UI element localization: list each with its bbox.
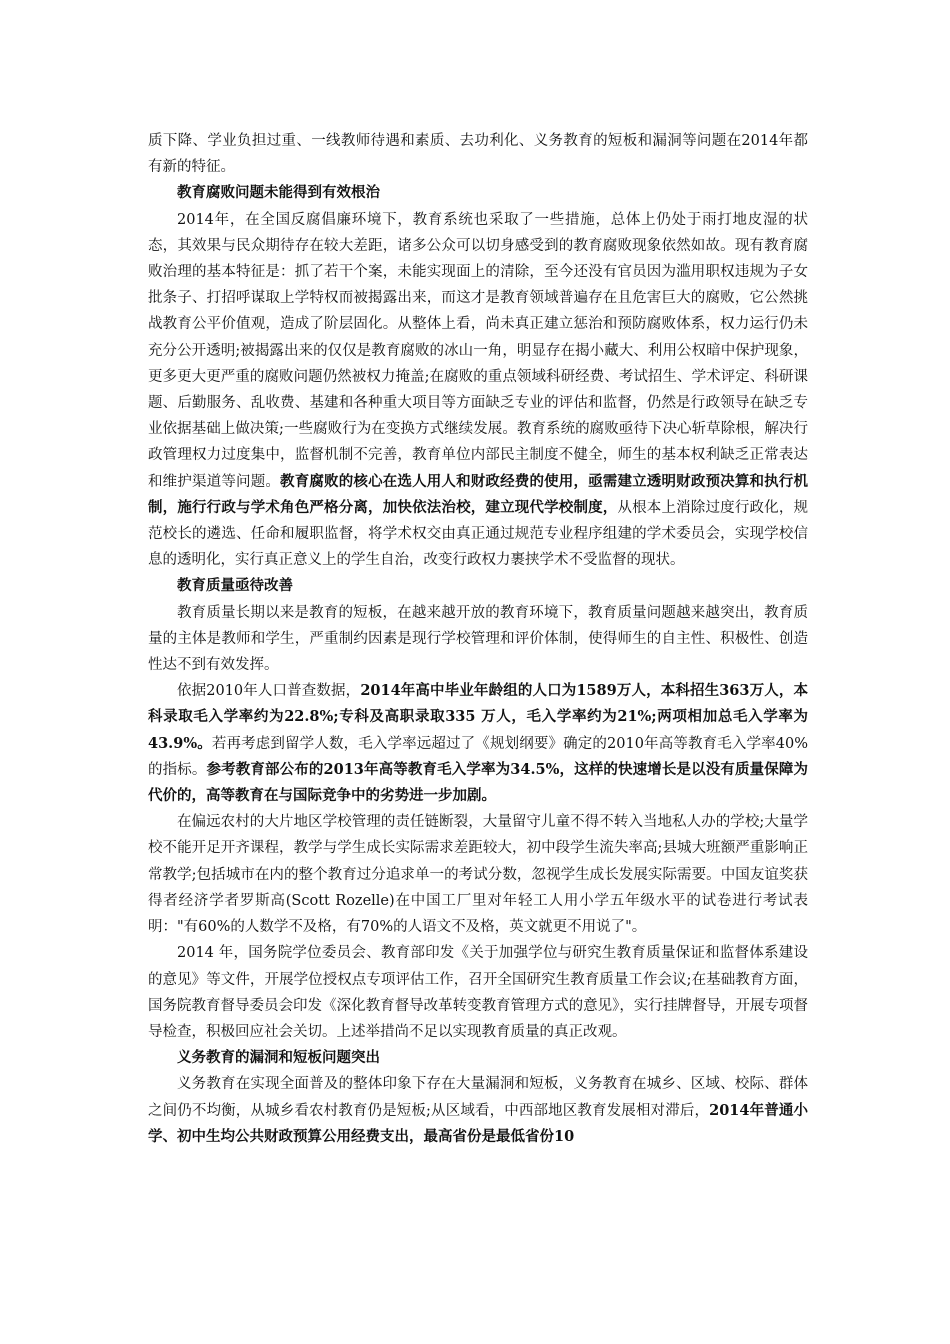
heading-text: 义务教育的漏洞和短板问题突出 — [177, 1049, 380, 1067]
paragraph-policy-2014 — [148, 940, 808, 1045]
text-segment: 2014 年，国务院学位委员会、教育部印发《关于加强学位与研究生教育质量保证和监督体系建设的意见》等文件，开展学位授权点专项评估工作，召开全国研究生教育质量工作会议;在基础教育方面，国务院教育督导委员会印发《深化教育督导改革转变教育管理方式的意见》，实行挂牌督导，开展专项督导检查，积极回应社会关切。上述举措尚不足以实现教育质量的真正改观。 — [148, 945, 808, 1040]
paragraph-compulsory-education — [148, 1071, 808, 1150]
bold-text-segment: 参考教育部公布的2013年高等教育毛入学率为34.5%，这样的快速增长是以没有质量保障为代价的，高等教育在与国际竞争中的劣势进一步加剧。 — [148, 760, 809, 805]
section-heading-quality — [148, 573, 808, 599]
paragraph-corruption — [148, 207, 808, 574]
heading-text: 教育质量亟待改善 — [177, 577, 293, 595]
section-heading-corruption — [148, 180, 808, 206]
text-segment: 2014年，在全国反腐倡廉环境下，教育系统也采取了一些措施，总体上仍处于雨打地皮湿的状态，其效果与民众期待存在较大差距，诸多公众可以切身感受到的教育腐败现象依然如故。现有教育腐败治理的基本特征是：抓了若干个案，未能实现面上的清除，至今还没有官员因为滥用职权违规为子女批条子、打招呼谋取上学特权而被揭露出来，而这才是教育领域普遍存在且危害巨大的腐败，它公然挑战教育公平价值观，造成了阶层固化。从整体上看，尚未真正建立惩治和预防腐败体系，权力运行仍未充分公开透明;被揭露出来的仅仅是教育腐败的冰山一角，明显存在揭小藏大、利用公权暗中保护现象，更多更大更严重的腐败问题仍然被权力掩盖;在腐败的重点领域科研经费、考试招生、学术评定、科研课题、后勤服务、乱收费、基建和各种重大项目等方面缺乏专业的评估和监督，仍然是行政领导在缺乏专业依据基础上做决策;一些腐败行为在变换方式继续发展。教育系统的腐败亟待下决心斩草除根，解决行政管理权力过度集中，监督机制不完善，教育单位内部民主制度不健全，师生的基本权利缺乏正常表达和维护渠道等问题。 — [148, 211, 808, 490]
paragraph-quality-intro — [148, 600, 808, 679]
bold-text-segment: 2014年普通小学、初中生均公共财政预算公用经费支出，最高省份是最低省份10 — [148, 1101, 809, 1145]
text-segment: 教育质量长期以来是教育的短板，在越来越开放的教育环境下，教育质量问题越来越突出，教育质量的主体是教师和学生，严重制约因素是现行学校管理和评价体制，使得师生的自主性、积极性、创造性达不到有效发挥。 — [148, 604, 808, 674]
paragraph-rural-schools — [148, 809, 808, 940]
bold-text-segment: 教育腐败的核心在选人用人和财政经费的使用，亟需建立透明财政预决算和执行机制，施行行政与学术角色严格分离，加快依法治校，建立现代学校制度， — [148, 472, 809, 516]
text-segment: 在偏远农村的大片地区学校管理的责任链断裂，大量留守儿童不得不转入当地私人办的学校;大量学校不能开足开齐课程，教学与学生成长实际需求差距较大，初中段学生流失率高;县城大班额严重影响正常教学;包括城市在内的整个教育过分追求单一的考试分数，忽视学生成长发展实际需要。中国友谊奖获得者经济学者罗斯高(Scott Rozelle)在中国工厂里对年轻工人用小学五年级水平的试卷进行考试表明："有60%的人数学不及格，有70%的人语文不及格，英文就更不用说了"。 — [148, 814, 808, 936]
text-segment: 若再考虑到留学人数，毛入学率远超过了《规划纲要》确定的2010年高等教育毛入学率40% 的指标。 — [148, 735, 808, 778]
text-segment: 从根本上消除过度行政化，规范校长的遴选、任命和履职监督，将学术权交由真正通过规范专业程序组建的学术委员会，实现学校信息的透明化，实行真正意义上的学生自治，改变行政权力裹挟学术不受监督的现状。 — [148, 499, 808, 569]
text-segment: 依据2010年人口普查数据， — [177, 683, 361, 700]
text-segment: 质下降、学业负担过重、一线教师待遇和素质、去功利化、义务教育的短板和漏洞等问题在2014年都有新的特征。 — [148, 133, 808, 176]
text-segment: 义务教育在实现全面普及的整体印象下存在大量漏洞和短板，义务教育在城乡、区域、校际、群体之间仍不均衡，从城乡看农村教育仍是短板;从区域看，中西部地区教育发展相对滞后， — [148, 1076, 808, 1119]
paragraph-intro-continuation — [148, 128, 808, 180]
paragraph-enrollment-data — [148, 678, 808, 809]
document-body — [148, 128, 808, 1150]
heading-text: 教育腐败问题未能得到有效根治 — [177, 184, 380, 202]
bold-text-segment: 2014年高中毕业年龄组的人口为1589万人，本科招生363万人，本科录取毛入学率约为22.8%;专科及高职录取335 万人，毛入学率约为21%;两项相加总毛入学率为43.9%。 — [148, 682, 808, 752]
section-heading-compulsory-education — [148, 1045, 808, 1071]
